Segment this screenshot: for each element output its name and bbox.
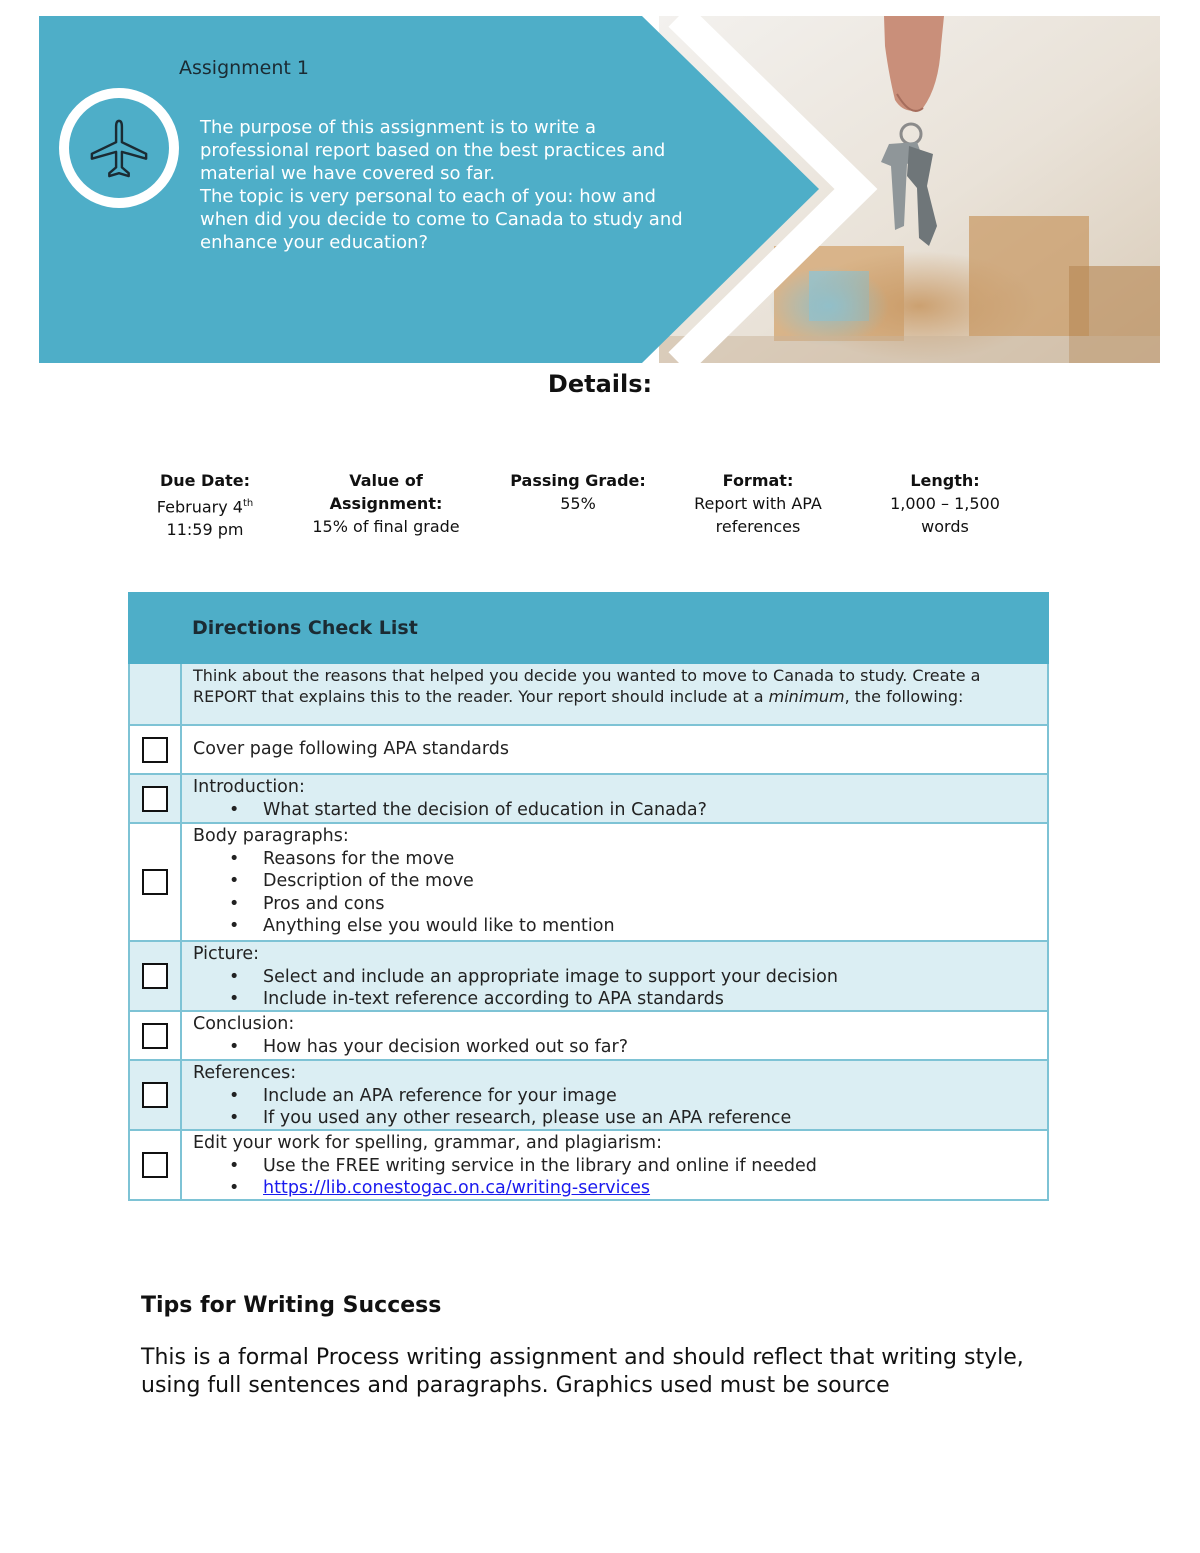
length-value: words [921,517,969,536]
list-item: • Use the FREE writing service in the library and online if needed [193,1155,1037,1178]
checkbox[interactable] [142,1082,168,1108]
list-item [193,1177,1037,1200]
details-heading: Details: [547,370,653,398]
checklist-item-title: Conclusion: [193,1014,295,1034]
checklist-row [128,942,1049,1012]
list-item: • Anything else you would like to mention [193,915,1037,938]
description-paragraph: The purpose of this assignment is to write a professional report based on the best practices and material we have covered so far. [200,117,666,184]
airplane-icon [88,117,150,179]
checkbox[interactable] [142,1023,168,1049]
format-value: references [715,517,801,536]
tips-heading: Tips for Writing Success [141,1293,442,1318]
airplane-icon-badge [59,88,179,208]
due-time-value: 11:59 pm [166,520,244,540]
directions-checklist [128,592,1049,1201]
checkbox[interactable] [142,869,168,895]
list-item: • Include an APA reference for your image [193,1085,1037,1108]
list-item: • Select and include an appropriate image to support your decision [193,966,1037,989]
value-label: Assignment: [329,494,443,513]
checklist-item-title: Edit your work for spelling, grammar, and plagiarism: [193,1133,662,1153]
passing-grade-block [497,469,659,515]
checklist-row [128,775,1049,824]
checklist-intro-text: Think about the reasons that helped you decide you wanted to move to Canada to study. Create a REPORT that explains this to the reader. Your report should include at a minimum, the following: [193,666,981,706]
list-item: • If you used any other research, please use an APA reference [193,1107,1037,1130]
list-item: • Pros and cons [193,893,1037,916]
list-item: • How has your decision worked out so far? [193,1036,1037,1059]
list-item: • Description of the move [193,870,1037,893]
value-block [296,469,476,538]
checkbox[interactable] [142,786,168,812]
checklist-row [128,824,1049,942]
checklist-row [128,1131,1049,1201]
format-block [676,469,840,538]
checkbox[interactable] [142,737,168,763]
checklist-row [128,1061,1049,1131]
checklist-item-title: Introduction: [193,777,305,797]
checkbox[interactable] [142,963,168,989]
list-item: • What started the decision of education in Canada? [193,799,1037,822]
checklist-header [128,592,1049,664]
format-value: Report with APA [694,494,822,513]
due-date-label: Due Date: [159,471,251,490]
assignment-title: Assignment 1 [179,57,309,79]
checklist-item-title: References: [193,1063,297,1083]
length-label: Length: [910,471,980,490]
checklist-intro-row [128,664,1049,726]
checklist-item-title: Cover page following APA standards [193,739,509,760]
description-paragraph: The topic is very personal to each of you: how and when did you decide to come to Canada to study and enhance your education? [200,186,683,253]
checklist-item-title: Picture: [193,944,260,964]
checkbox[interactable] [142,1152,168,1178]
checklist-title: Directions Check List [192,617,418,639]
writing-services-link[interactable]: https://lib.conestogac.on.ca/writing-services [263,1178,651,1198]
assignment-description [200,116,690,254]
value-label: Value of [349,471,423,490]
length-block [870,469,1020,538]
list-item: • Reasons for the move [193,848,1037,871]
due-date-block [130,469,280,541]
checklist-row [128,726,1049,775]
list-item: • Include in-text reference according to APA standards [193,988,1037,1011]
passing-grade-label: Passing Grade: [510,471,646,490]
checklist-row [128,1012,1049,1061]
length-value: 1,000 – 1,500 [890,494,1000,513]
due-date-value: February 4th [156,497,254,517]
passing-grade-value: 55% [560,494,596,513]
checklist-item-title: Body paragraphs: [193,826,349,846]
header-banner [39,16,1160,363]
value-text: 15% of final grade [312,517,460,536]
format-label: Format: [722,471,794,490]
tips-paragraph: This is a formal Process writing assignment and should reflect that writing style, using full sentences and paragraphs. Graphics used must be source [141,1345,1024,1398]
